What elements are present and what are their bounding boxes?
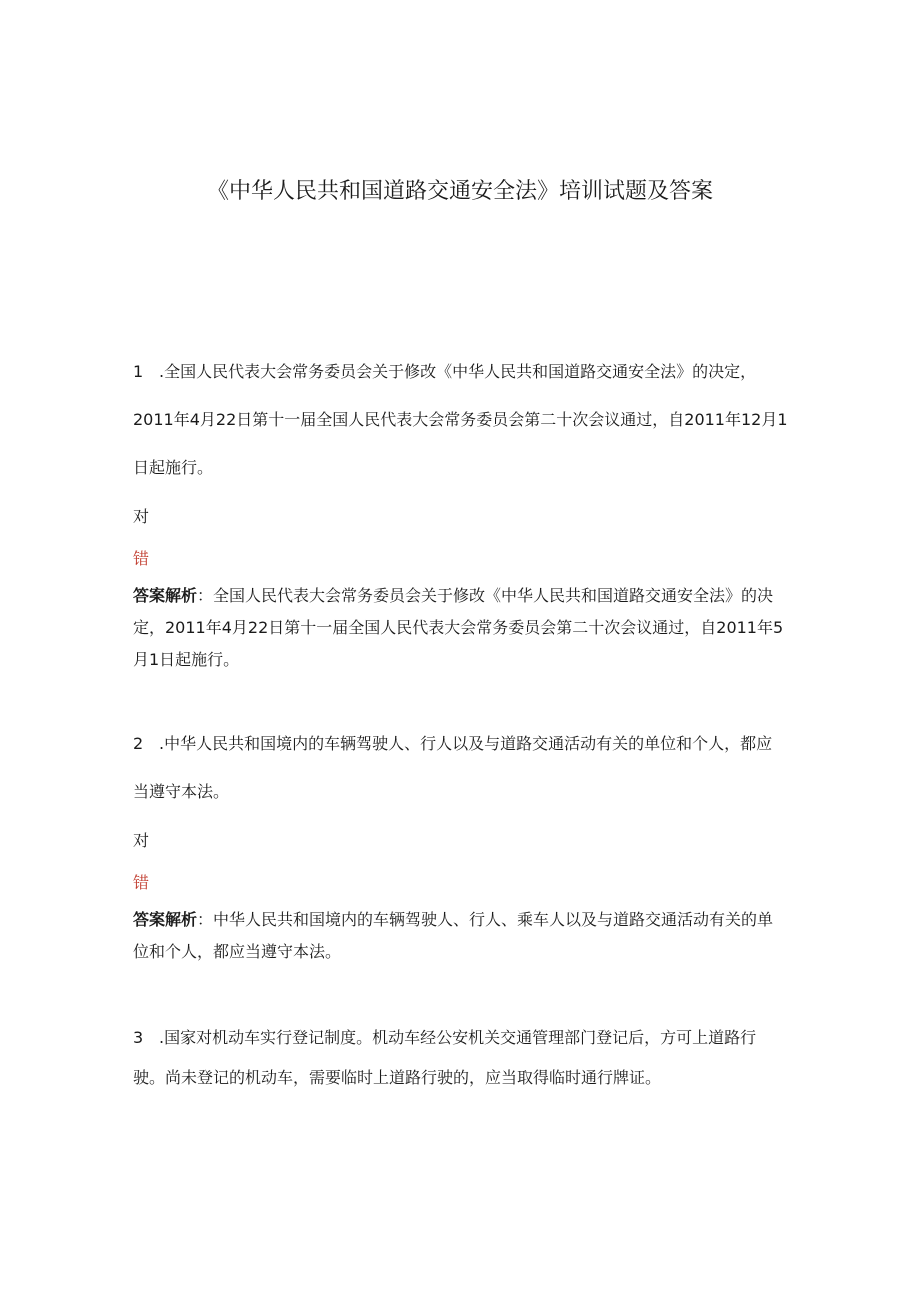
question-text [133,348,788,492]
question-1 [133,348,788,676]
analysis-label: 答案解析 [133,586,198,605]
option-false[interactable]: 错 [133,549,150,568]
question-number: 3 [133,1028,144,1047]
analysis-label: 答案解析 [133,910,198,929]
question-body: .国家对机动车实行登记制度。机动车经公安机关交通管理部门登记后，方可上道路行驶。尚未登记的机动车，需要临时上道路行驶的，应当取得临时通行牌证。 [133,1028,757,1087]
question-3 [133,1018,788,1098]
question-text [133,720,788,816]
question-number: 1 [133,362,144,381]
option-true[interactable]: 对 [133,507,150,526]
answer-analysis [133,580,788,676]
option-true[interactable]: 对 [133,831,150,850]
analysis-text: ：中华人民共和国境内的车辆驾驶人、行人、乘车人以及与道路交通活动有关的单位和个人，都应当遵守本法。 [133,910,774,961]
option-false[interactable]: 错 [133,873,150,892]
question-2 [133,720,788,968]
question-text [133,1018,788,1098]
question-body: .中华人民共和国境内的车辆驾驶人、行人以及与道路交通活动有关的单位和个人，都应当遵守本法。 [133,734,773,801]
analysis-text: ：全国人民代表大会常务委员会关于修改《中华人民共和国道路交通安全法》的决定，2011年4月22日第十一届全国人民代表大会常务委员会第二十次会议通过，自2011年5月1日起施行。 [133,586,784,669]
question-body: .全国人民代表大会常务委员会关于修改《中华人民共和国道路交通安全法》的决定，2011年4月22日第十一届全国人民代表大会常务委员会第二十次会议通过，自2011年12月1日起施行。 [133,362,788,477]
document-title: 《中华人民共和国道路交通安全法》培训试题及答案 [206,179,713,204]
answer-analysis [133,904,788,968]
question-number: 2 [133,734,144,753]
